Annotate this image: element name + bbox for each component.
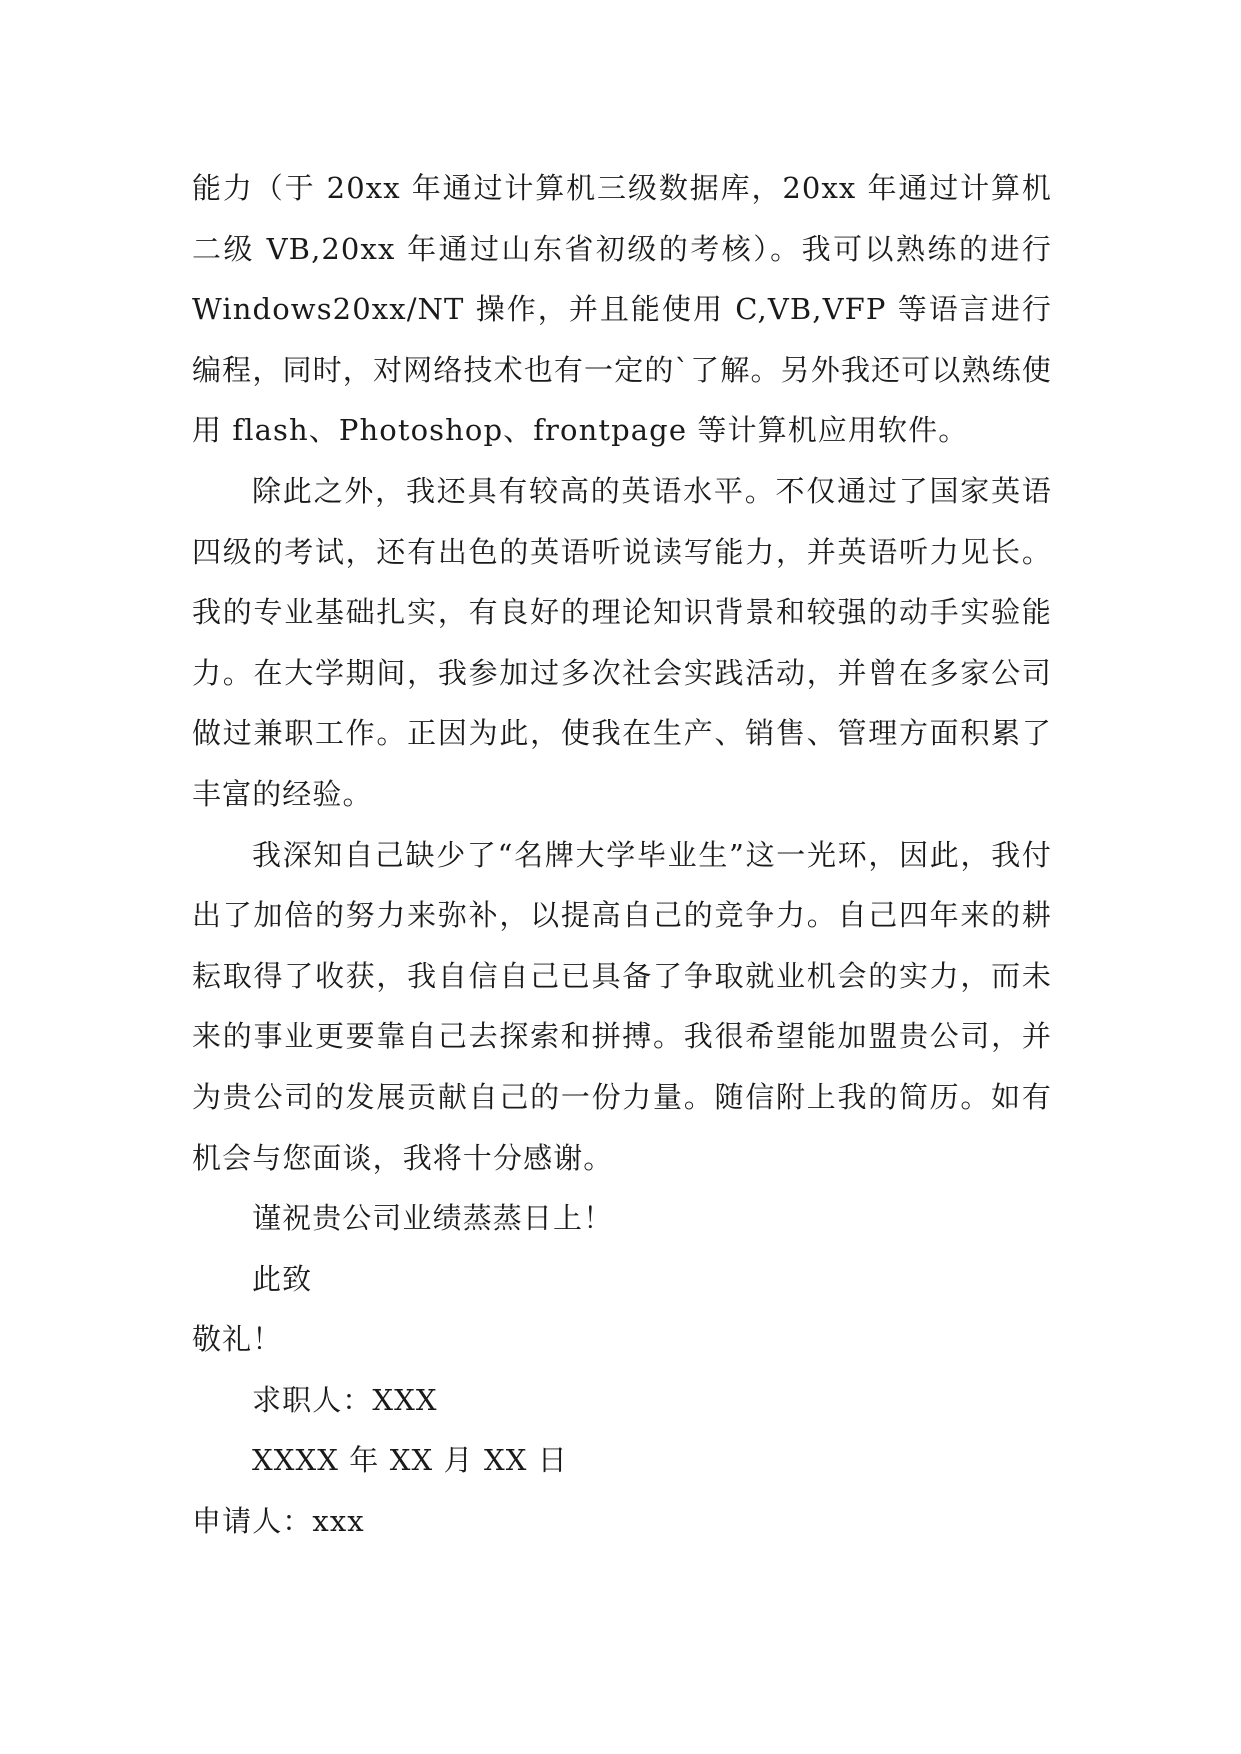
paragraph-motivation: 我深知自己缺少了“名牌大学毕业生”这一光环，因此，我付出了加倍的努力来弥补，以提高自己的竞争力。自己四年来的耕耘取得了收获，我自信自己已具备了争取就业机会的实力，而未来的事业更要靠自己去探索和拼搏。我很希望能加盟贵公司，并为贵公司的发展贡献自己的一份力量。随信附上我的简历。如有机会与您面谈，我将十分感谢。 [192,837,1052,1175]
date-line: XXXX 年 XX 月 XX 日 [252,1443,568,1478]
signer-line: 申请人：xxx [192,1504,365,1539]
letter-body [192,158,1052,1552]
salutation-jing-li: 敬礼！ [192,1322,283,1357]
paragraph-computer-skills: 能力（于 20xx 年通过计算机三级数据库，20xx 年通过计算机二级 VB,20xx 年通过山东省初级的考核）。我可以熟练的进行 Windows20xx/NT 操作，并且能使用 C,VB,VFP 等语言进行编程，同时，对网络技术也有一定的`了解。另外我还可以熟练使用 flash、Photoshop、frontpage 等计算机应用软件。 [192,171,1052,448]
salutation-ci-zhi: 此致 [252,1261,313,1296]
paragraph-english-skills: 除此之外，我还具有较高的英语水平。不仅通过了国家英语四级的考试，还有出色的英语听说读写能力，并英语听力见长。我的专业基础扎实，有良好的理论知识背景和较强的动手实验能力。在大学期间，我参加过多次社会实践活动，并曾在多家公司做过兼职工作。正因为此，使我在生产、销售、管理方面积累了丰富的经验。 [192,473,1052,811]
applicant-signature: 求职人：XXX [252,1382,438,1417]
closing-wish: 谨祝贵公司业绩蒸蒸日上！ [252,1201,614,1236]
